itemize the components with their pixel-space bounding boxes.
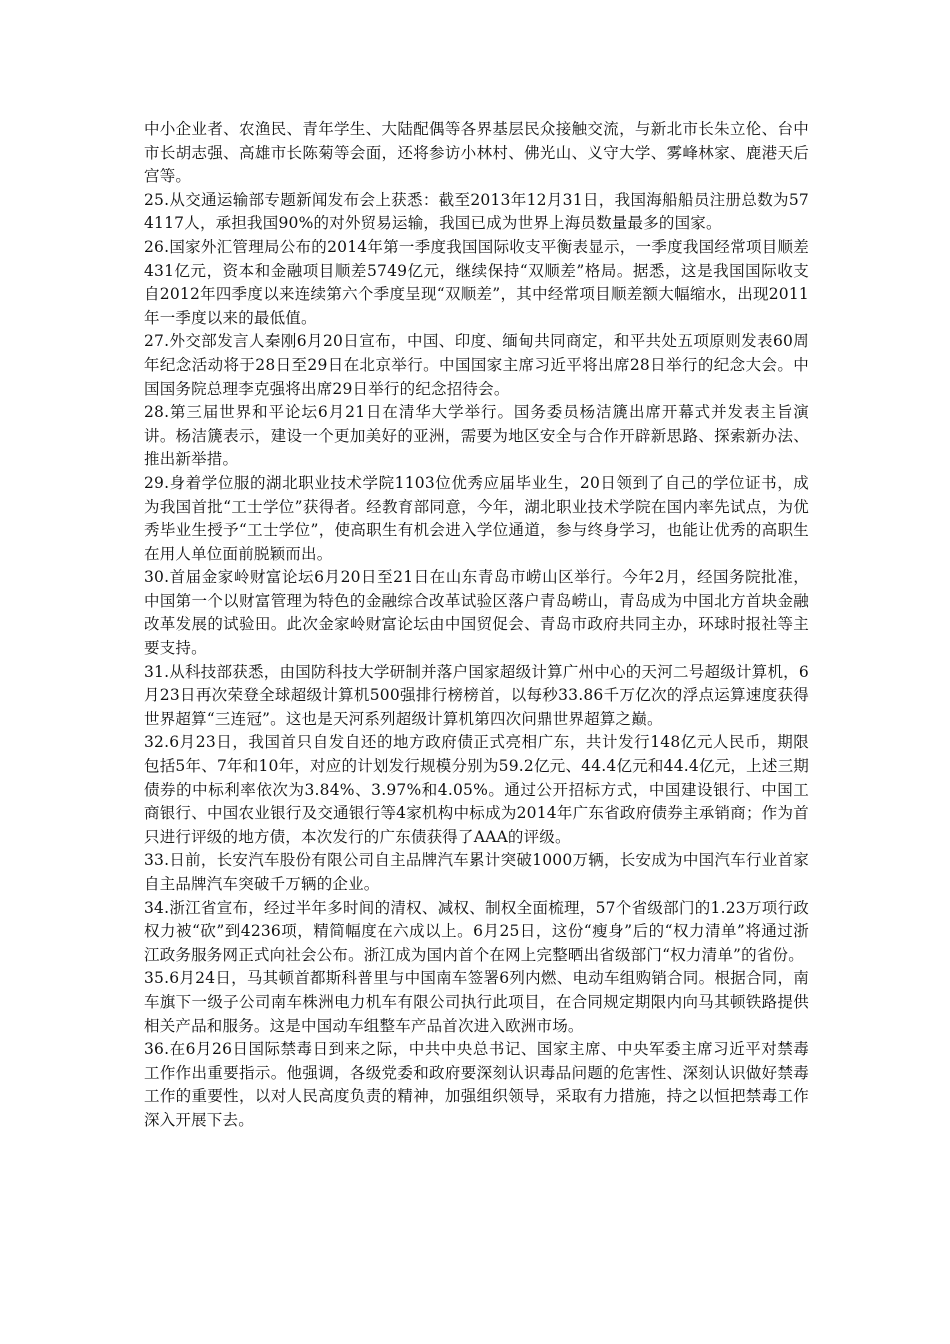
paragraph-item-33: 33.日前，长安汽车股份有限公司自主品牌汽车累计突破1000万辆，长安成为中国汽车行业首家自主品牌汽车突破千万辆的企业。	[144, 851, 809, 893]
paragraph-continuation: 中小企业者、农渔民、青年学生、大陆配偶等各界基层民众接触交流，与新北市长朱立伦、台中市长胡志强、高雄市长陈菊等会面，还将参访小林村、佛光山、义守大学、雾峰林家、鹿港天后宫等。	[144, 120, 809, 186]
paragraph-item-36: 36.在6月26日国际禁毒日到来之际，中共中央总书记、国家主席、中央军委主席习近平对禁毒工作作出重要指示。他强调，各级党委和政府要深刻认识毒品问题的危害性、深刻认识做好禁毒工作的重要性，以对人民高度负责的精神，加强组织领导，采取有力措施，持之以恒把禁毒工作深入开展下去。	[144, 1040, 809, 1129]
paragraph-item-29: 29.身着学位服的湖北职业技术学院1103位优秀应届毕业生，20日领到了自己的学位证书，成为我国首批“工士学位”获得者。经教育部同意，今年，湖北职业技术学院在国内率先试点，为优秀毕业生授予“工士学位”，使高职生有机会进入学位通道，参与终身学习，也能让优秀的高职生在用人单位面前脱颖而出。	[144, 473, 809, 563]
paragraph-item-28: 28.第三届世界和平论坛6月21日在清华大学举行。国务委员杨洁篪出席开幕式并发表主旨演讲。杨洁篪表示，建设一个更加美好的亚洲，需要为地区安全与合作开辟新思路、探索新办法、推出新举措。	[144, 403, 809, 469]
paragraph-item-35: 35.6月24日，马其顿首都斯科普里与中国南车签署6列内燃、电动车组购销合同。根据合同，南车旗下一级子公司南车株洲电力机车有限公司执行此项目，在合同规定期限内向马其顿铁路提供相关产品和服务。这是中国动车组整车产品首次进入欧洲市场。	[144, 969, 809, 1035]
paragraph-item-32: 32.6月23日，我国首只自发自还的地方政府债正式亮相广东，共计发行148亿元人民币，期限包括5年、7年和10年，对应的计划发行规模分别为59.2亿元、44.4亿元和44.4亿元，上述三期债券的中标利率依次为3.84%、3.97%和4.05%。通过公开招标方式，中国建设银行、中国工商银行、中国农业银行及交通银行等4家机构中标成为2014年广东省政府债券主承销商；作为首只进行评级的地方债，本次发行的广东债获得了AAA的评级。	[144, 733, 809, 846]
paragraph-item-30: 30.首届金家岭财富论坛6月20日至21日在山东青岛市崂山区举行。今年2月，经国务院批准，中国第一个以财富管理为特色的金融综合改革试验区落户青岛崂山，青岛成为中国北方首块金融改革发展的试验田。此次金家岭财富论坛由中国贸促会、青岛市政府共同主办，环球时报社等主要支持。	[144, 568, 809, 658]
document-page	[144, 118, 809, 1133]
paragraph-item-26: 26.国家外汇管理局公布的2014年第一季度我国国际收支平衡表显示，一季度我国经常项目顺差431亿元，资本和金融项目顺差5749亿元，继续保持“双顺差”格局。据悉，这是我国国际收支自2012年四季度以来连续第六个季度呈现“双顺差”，其中经常项目顺差额大幅缩水，出现2011年一季度以来的最低值。	[144, 237, 809, 327]
paragraph-item-25: 25.从交通运输部专题新闻发布会上获悉：截至2013年12月31日，我国海船船员注册总数为574117人，承担我国90%的对外贸易运输，我国已成为世界上海员数量最多的国家。	[144, 190, 809, 233]
paragraph-item-27: 27.外交部发言人秦刚6月20日宣布，中国、印度、缅甸共同商定，和平共处五项原则发表60周年纪念活动将于28日至29日在北京举行。中国国家主席习近平将出席28日举行的纪念大会。中国国务院总理李克强将出席29日举行的纪念招待会。	[144, 332, 809, 398]
paragraph-item-34: 34.浙江省宣布，经过半年多时间的清权、减权、制权全面梳理，57个省级部门的1.23万项行政权力被“砍”到4236项，精简幅度在六成以上。6月25日，这份“瘦身”后的“权力清单”将通过浙江政务服务网正式向社会公布。浙江成为国内首个在网上完整晒出省级部门“权力清单”的省份。	[144, 898, 809, 964]
paragraph-item-31: 31.从科技部获悉，由国防科技大学研制并落户国家超级计算广州中心的天河二号超级计算机，6月23日再次荣登全球超级计算机500强排行榜榜首，以每秒33.86千万亿次的浮点运算速度获得世界超算“三连冠”。这也是天河系列超级计算机第四次问鼎世界超算之巅。	[144, 662, 809, 728]
